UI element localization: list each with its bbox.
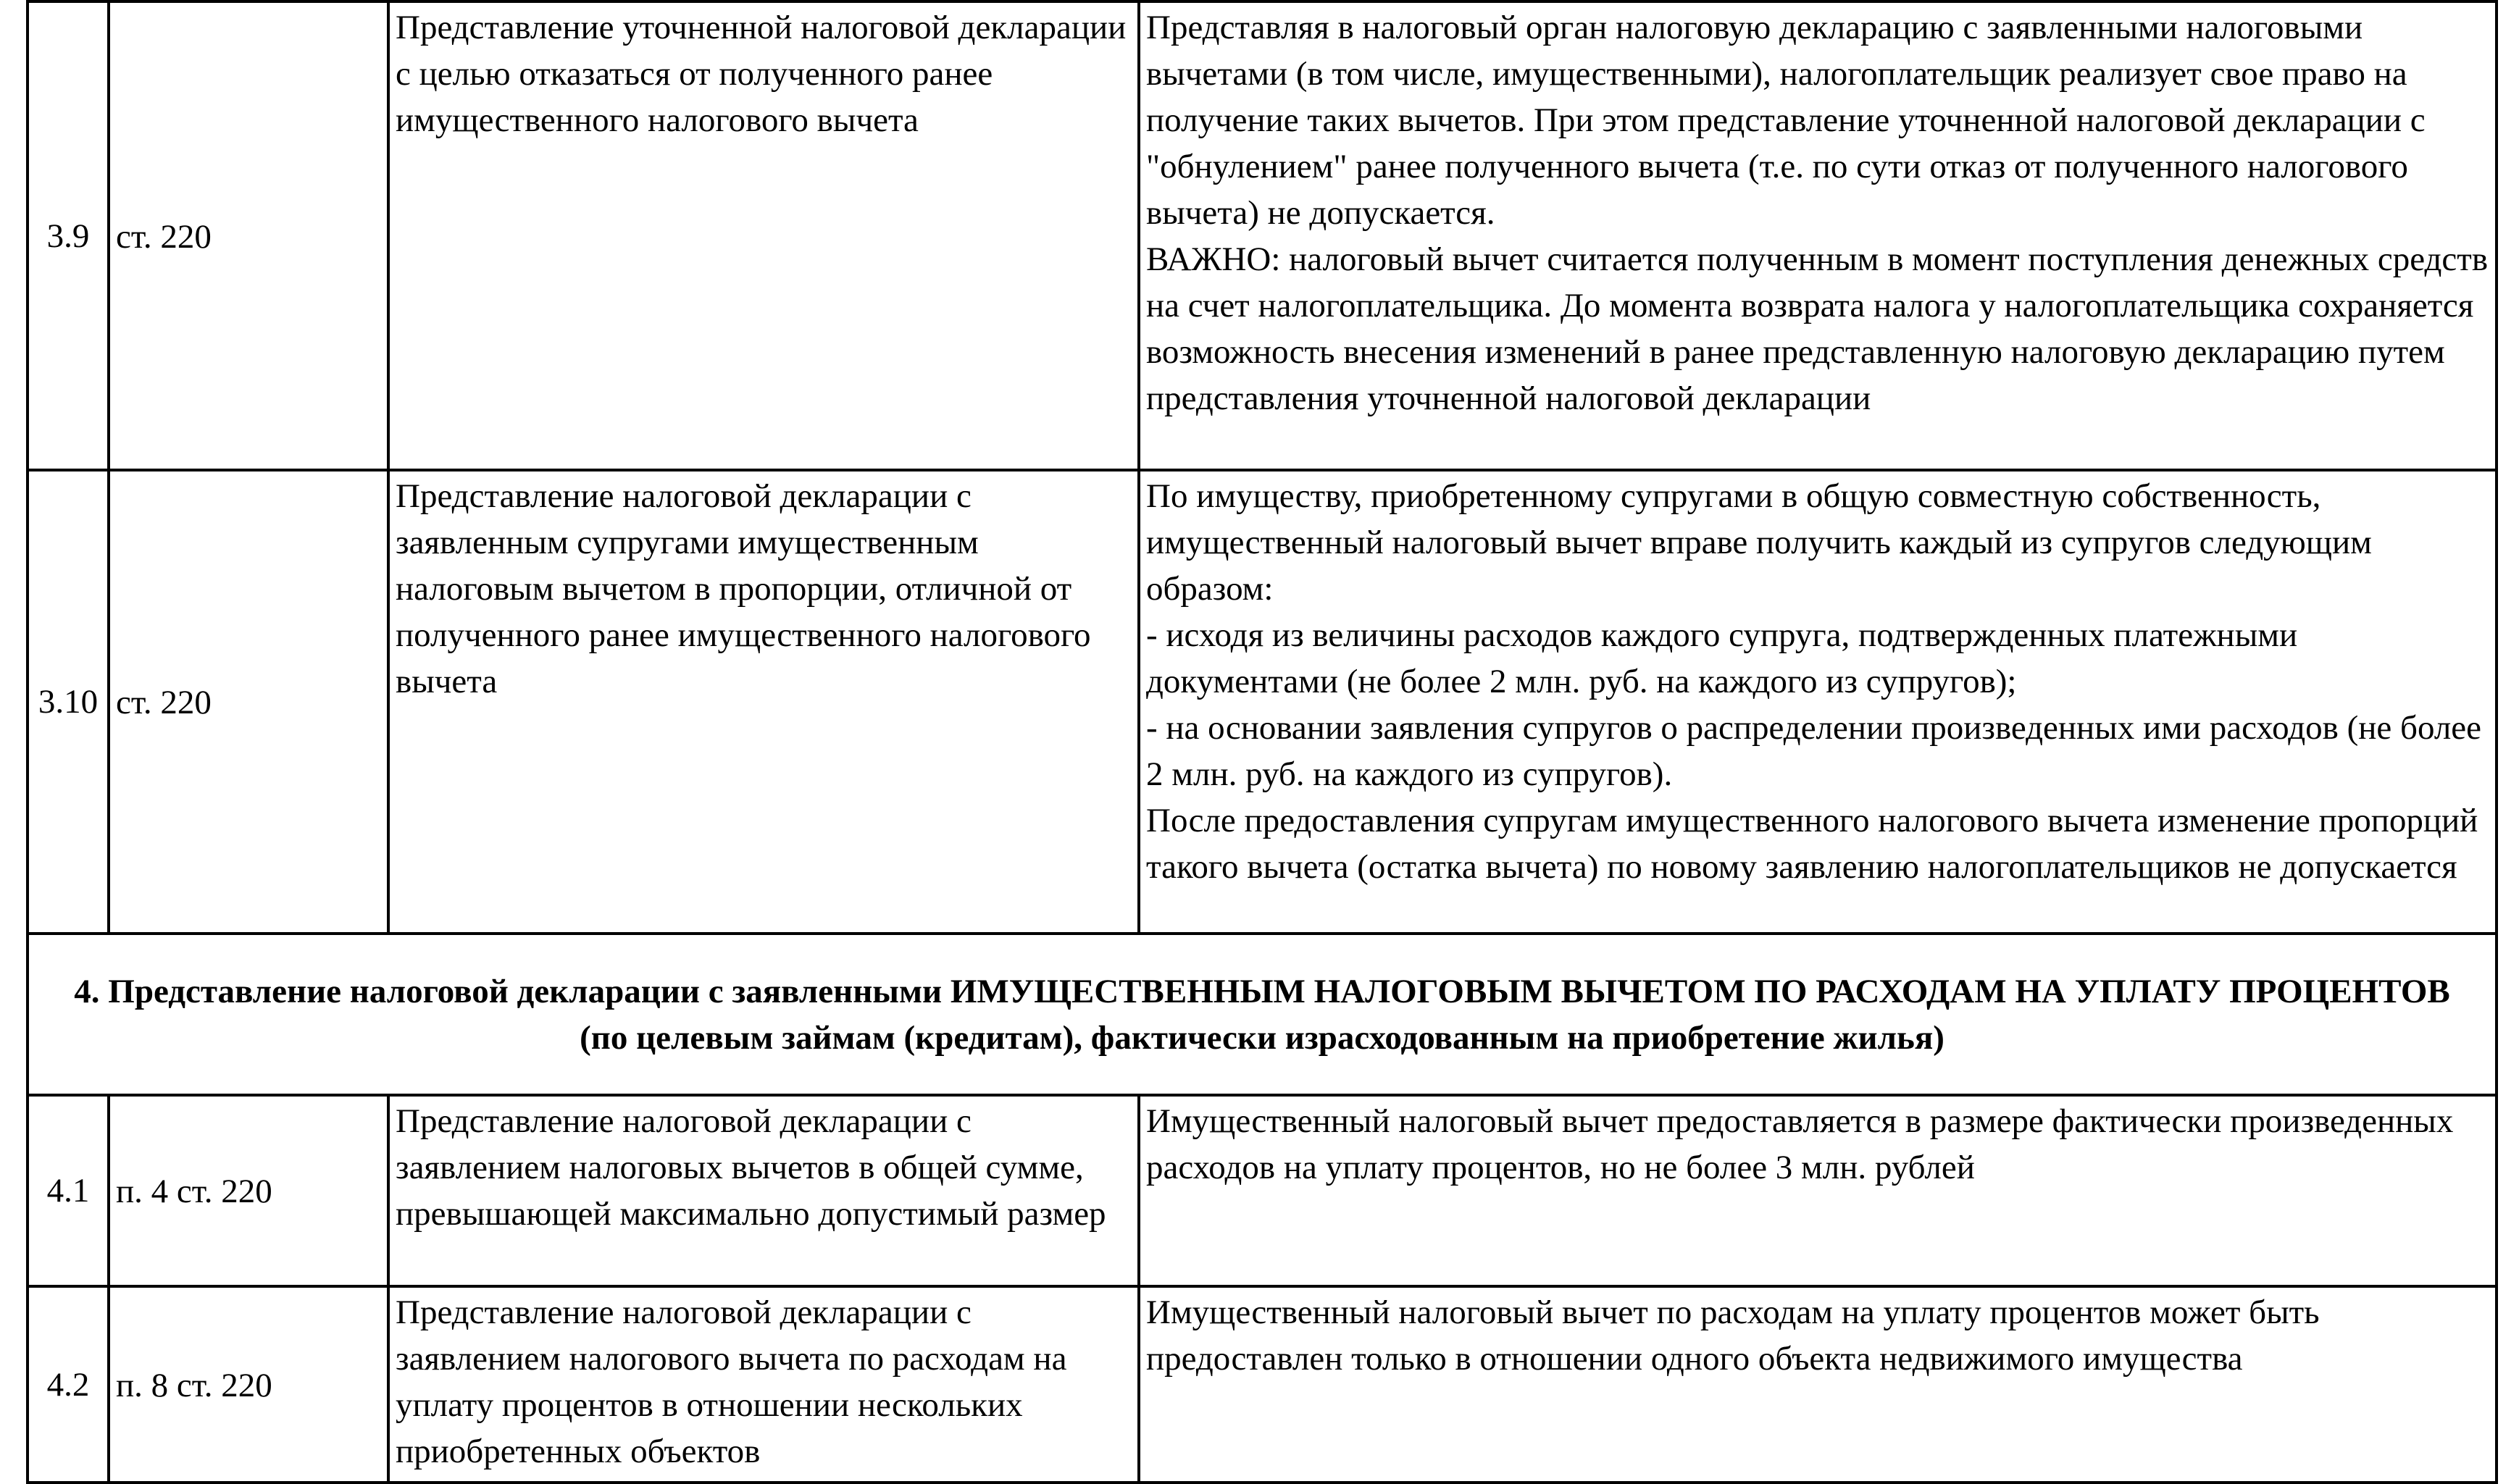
explanation-paragraph: После предоставления супругам имущественного налогового вычета изменение пропорций такого вычета (остатка вычета) по новому заявлению налогоплательщиков не допускается	[1146, 802, 2478, 886]
table-row	[28, 1286, 2497, 1483]
explanation-paragraph: Представляя в налоговый орган налоговую декларацию с заявленными налоговыми вычетами (в том числе, имущественными), налогоплательщик реализует свое право на получение таких вычетов. При этом представление уточненной налоговой декларации с "обнулением" ранее полученного вычета (т.е. по сути отказ от полученного налогового вычета) не допускается.	[1146, 9, 2426, 232]
explanation-cell	[1139, 1286, 2497, 1483]
row-number: 3.10	[28, 470, 109, 934]
explanation-paragraph: По имуществу, приобретенному супругами в общую совместную собственность, имущественный налоговый вычет вправе получить каждый из супругов следующим образом:	[1146, 477, 2372, 608]
violation-description: Представление налоговой декларации с заявленным супругами имущественным налоговым вычетом в пропорции, отличной от полученного ранее имущественного налогового вычета	[388, 470, 1139, 934]
explanation-paragraph: ВАЖНО: налоговый вычет считается полученным в момент поступления денежных средств на счет налогоплательщика. До момента возврата налога у налогоплательщика сохраняется возможность внесения изменений в ранее представленную налоговую декларацию путем представления уточненной налоговой декларации	[1146, 240, 2489, 417]
explanation-paragraph: - исходя из величины расходов каждого супруга, подтвержденных платежными документами (не более 2 млн. руб. на каждого из супругов);	[1146, 616, 2298, 700]
article-reference: ст. 220	[109, 470, 388, 934]
explanation-cell	[1139, 1095, 2497, 1286]
explanation-cell	[1139, 470, 2497, 934]
article-reference: п. 8 ст. 220	[109, 1286, 388, 1483]
explanation-paragraph: Имущественный налоговый вычет по расходам на уплату процентов может быть предоставлен только в отношении одного объекта недвижимого имущества	[1146, 1294, 2320, 1378]
row-number: 4.1	[28, 1095, 109, 1286]
section-title: 4. Представление налоговой декларации с заявленными ИМУЩЕСТВЕННЫМ НАЛОГОВЫМ ВЫЧЕТОМ ПО РАСХОДАМ НА УПЛАТУ ПРОЦЕНТОВ (по целевым займам (кредитам), фактически израсходованным на приобретение жилья)	[28, 934, 2497, 1095]
violation-description: Представление уточненной налоговой декларации с целью отказаться от полученного ранее имущественного налогового вычета	[388, 1, 1139, 470]
explanation-paragraph: - на основании заявления супругов о распределении произведенных ими расходов (не более 2 млн. руб. на каждого из супругов).	[1146, 709, 2482, 793]
table-row	[28, 470, 2497, 934]
explanation-paragraph: Имущественный налоговый вычет предоставляется в размере фактически произведенных расходов на уплату процентов, но не более 3 млн. рублей	[1146, 1102, 2454, 1186]
table-row	[28, 1095, 2497, 1286]
tax-violations-table	[26, 0, 2498, 1484]
row-number: 4.2	[28, 1286, 109, 1483]
article-reference: п. 4 ст. 220	[109, 1095, 388, 1286]
table-row	[28, 1, 2497, 470]
explanation-cell	[1139, 1, 2497, 470]
article-reference: ст. 220	[109, 1, 388, 470]
violation-description: Представление налоговой декларации с заявлением налоговых вычетов в общей сумме, превышающей максимально допустимый размер	[388, 1095, 1139, 1286]
violation-description: Представление налоговой декларации с заявлением налогового вычета по расходам на уплату процентов в отношении нескольких приобретенных объектов	[388, 1286, 1139, 1483]
section-heading-row	[28, 934, 2497, 1095]
row-number: 3.9	[28, 1, 109, 470]
